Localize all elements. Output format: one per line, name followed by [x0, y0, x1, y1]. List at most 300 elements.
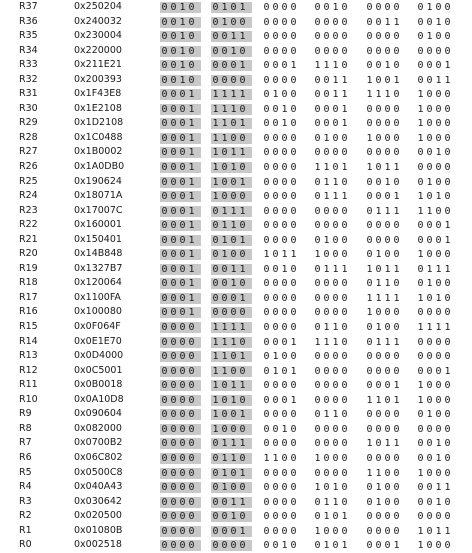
bit-value: 0	[290, 74, 297, 86]
bit-value: 1	[323, 191, 330, 203]
bit-value: 0	[417, 496, 424, 508]
bit-value: 0	[179, 496, 186, 508]
bit-value: 0	[341, 336, 348, 348]
bit-value: 0	[384, 2, 391, 13]
bit-value: 0	[384, 496, 391, 508]
bit-value: 0	[221, 60, 228, 72]
bit-value: 0	[417, 220, 424, 232]
bit-value: 0	[323, 16, 330, 28]
data-bit-group	[262, 118, 303, 129]
bit-value: 0	[272, 162, 279, 174]
data-bit-group	[262, 438, 303, 449]
bit-value: 1	[332, 74, 339, 86]
register-hex-value: 0x0E1E70	[74, 335, 122, 347]
bit-value: 0	[272, 234, 279, 246]
bit-value: 0	[263, 16, 270, 28]
bit-value: 0	[161, 322, 168, 334]
bit-value: 1	[332, 2, 339, 13]
data-bit-group	[416, 147, 457, 158]
bit-value: 0	[290, 162, 297, 174]
bit-value: 0	[179, 205, 186, 217]
bit-value: 0	[444, 2, 451, 13]
data-bit-group	[365, 235, 406, 246]
bit-value: 1	[332, 336, 339, 348]
bit-value: 0	[221, 511, 228, 523]
bit-value: 0	[263, 292, 270, 304]
register-name: R18	[19, 277, 38, 289]
register-row	[0, 233, 472, 248]
bit-value: 0	[341, 525, 348, 537]
bit-value: 1	[188, 162, 195, 174]
address-bit-group	[160, 278, 201, 289]
bit-value: 0	[341, 176, 348, 188]
bit-value: 0	[366, 118, 373, 130]
bit-value: 0	[272, 132, 279, 144]
bit-value: 0	[290, 380, 297, 392]
bit-value: 0	[375, 351, 382, 363]
address-bit-group	[211, 206, 252, 217]
bit-value: 1	[417, 249, 424, 261]
bit-value: 1	[384, 89, 391, 101]
bit-value: 0	[384, 74, 391, 86]
bit-value: 0	[161, 525, 168, 537]
bit-value: 0	[263, 263, 270, 275]
bit-value: 0	[161, 147, 168, 159]
bit-value: 0	[393, 467, 400, 479]
data-bit-group	[313, 337, 354, 348]
data-bit-group	[313, 395, 354, 406]
bit-value: 1	[426, 263, 433, 275]
bit-value: 1	[323, 322, 330, 334]
register-name: R26	[19, 161, 38, 173]
bit-value: 1	[332, 89, 339, 101]
register-name: R19	[19, 262, 38, 274]
bit-value: 0	[444, 423, 451, 435]
bit-value: 0	[263, 132, 270, 144]
data-bit-group	[262, 220, 303, 231]
bit-value: 1	[230, 278, 237, 290]
bit-value: 0	[230, 482, 237, 494]
bit-value: 1	[341, 89, 348, 101]
bit-value: 0	[281, 292, 288, 304]
bit-value: 1	[375, 249, 382, 261]
bit-value: 0	[170, 322, 177, 334]
bit-value: 0	[444, 452, 451, 464]
register-row	[0, 247, 472, 262]
address-bit-group	[211, 177, 252, 188]
data-bit-group	[313, 206, 354, 217]
bit-value: 0	[179, 118, 186, 130]
data-bit-group	[365, 511, 406, 522]
bit-value: 0	[179, 147, 186, 159]
bit-value: 0	[230, 60, 237, 72]
bit-value: 0	[212, 31, 219, 43]
bit-value: 0	[366, 365, 373, 377]
register-name: R14	[19, 335, 38, 347]
register-row	[0, 524, 472, 539]
data-bit-group	[365, 351, 406, 362]
bit-value: 0	[272, 249, 279, 261]
bit-value: 1	[341, 103, 348, 115]
data-bit-group	[416, 278, 457, 289]
bit-value: 0	[263, 322, 270, 334]
data-bit-group	[262, 75, 303, 86]
bit-value: 0	[323, 278, 330, 290]
bit-value: 0	[384, 380, 391, 392]
bit-value: 1	[323, 511, 330, 523]
data-bit-group	[313, 497, 354, 508]
bit-value: 0	[426, 60, 433, 72]
bit-value: 0	[393, 525, 400, 537]
bit-value: 0	[384, 103, 391, 115]
bit-value: 1	[263, 249, 270, 261]
data-bit-group	[313, 162, 354, 173]
data-bit-group	[416, 438, 457, 449]
bit-value: 0	[161, 496, 168, 508]
bit-value: 0	[281, 322, 288, 334]
data-bit-group	[313, 482, 354, 493]
bit-value: 1	[323, 60, 330, 72]
bit-value: 1	[393, 162, 400, 174]
register-name: R25	[19, 175, 38, 187]
bit-value: 1	[230, 103, 237, 115]
data-bit-group	[313, 2, 354, 13]
bit-value: 0	[161, 191, 168, 203]
bit-value: 0	[170, 336, 177, 348]
bit-value: 1	[332, 409, 339, 421]
data-bit-group	[416, 235, 457, 246]
bit-value: 0	[341, 322, 348, 334]
bit-value: 0	[230, 249, 237, 261]
bit-value: 0	[263, 147, 270, 159]
bit-value: 1	[281, 263, 288, 275]
bit-value: 0	[290, 132, 297, 144]
register-hex-value: 0x1D2108	[74, 117, 124, 129]
register-hex-value: 0x0D4000	[74, 350, 124, 362]
bit-value: 0	[384, 351, 391, 363]
address-bit-group	[211, 17, 252, 28]
data-bit-group	[313, 177, 354, 188]
register-hex-value: 0x0700B2	[74, 437, 123, 449]
bit-value: 1	[272, 89, 279, 101]
data-bit-group	[365, 278, 406, 289]
bit-value: 0	[221, 292, 228, 304]
bit-value: 0	[179, 292, 186, 304]
bit-value: 0	[341, 45, 348, 57]
bit-value: 1	[230, 162, 237, 174]
bit-value: 1	[435, 16, 442, 28]
bit-value: 1	[239, 322, 246, 334]
data-bit-group	[365, 497, 406, 508]
data-bit-group	[365, 526, 406, 537]
bit-value: 1	[375, 278, 382, 290]
address-bit-group	[211, 453, 252, 464]
data-bit-group	[313, 89, 354, 100]
bit-value: 0	[221, 278, 228, 290]
address-bit-group	[211, 133, 252, 144]
register-hex-value: 0x0B0018	[74, 379, 123, 391]
bit-value: 0	[170, 60, 177, 72]
bit-value: 0	[290, 307, 297, 319]
data-bit-group	[313, 293, 354, 304]
bit-value: 0	[366, 452, 373, 464]
address-bit-group	[211, 526, 252, 537]
bit-value: 0	[272, 292, 279, 304]
bit-value: 0	[366, 351, 373, 363]
bit-value: 0	[426, 540, 433, 552]
bit-value: 0	[230, 191, 237, 203]
register-name: R22	[19, 219, 38, 231]
bit-value: 1	[230, 394, 237, 406]
bit-value: 0	[426, 191, 433, 203]
bit-value: 0	[332, 162, 339, 174]
address-bit-group	[160, 482, 201, 493]
bit-value: 0	[435, 60, 442, 72]
bit-value: 0	[366, 249, 373, 261]
bit-value: 0	[341, 467, 348, 479]
bit-value: 0	[435, 132, 442, 144]
bit-value: 0	[239, 278, 246, 290]
data-bit-group	[365, 424, 406, 435]
bit-value: 0	[239, 511, 246, 523]
bit-value: 1	[188, 249, 195, 261]
bit-value: 0	[323, 74, 330, 86]
bit-value: 0	[272, 176, 279, 188]
bit-value: 0	[272, 322, 279, 334]
bit-value: 0	[332, 31, 339, 43]
address-bit-group	[160, 249, 201, 260]
bit-value: 0	[179, 249, 186, 261]
register-row	[0, 15, 472, 30]
bit-value: 0	[179, 511, 186, 523]
bit-value: 0	[417, 365, 424, 377]
bit-value: 1	[332, 496, 339, 508]
bit-value: 0	[417, 438, 424, 450]
data-bit-group	[365, 322, 406, 333]
data-bit-group	[416, 220, 457, 231]
bit-value: 0	[366, 60, 373, 72]
bit-value: 0	[444, 336, 451, 348]
bit-value: 0	[314, 89, 321, 101]
bit-value: 0	[393, 103, 400, 115]
bit-value: 0	[444, 351, 451, 363]
bit-value: 0	[375, 263, 382, 275]
bit-value: 0	[239, 103, 246, 115]
bit-value: 0	[212, 511, 219, 523]
bit-value: 0	[239, 365, 246, 377]
bit-value: 1	[435, 496, 442, 508]
bit-value: 1	[230, 511, 237, 523]
data-bit-group	[416, 46, 457, 57]
bit-value: 0	[239, 394, 246, 406]
bit-value: 0	[272, 103, 279, 115]
data-bit-group	[313, 540, 354, 551]
bit-value: 0	[366, 147, 373, 159]
bit-value: 0	[230, 292, 237, 304]
register-hex-value: 0x0A10D8	[74, 393, 124, 405]
bit-value: 1	[212, 147, 219, 159]
bit-value: 0	[263, 525, 270, 537]
bit-value: 0	[435, 205, 442, 217]
bit-value: 0	[170, 394, 177, 406]
bit-value: 0	[263, 89, 270, 101]
bit-value: 0	[435, 278, 442, 290]
bit-value: 0	[323, 394, 330, 406]
bit-value: 0	[435, 162, 442, 174]
bit-value: 0	[161, 307, 168, 319]
bit-value: 0	[188, 423, 195, 435]
data-bit-group	[262, 60, 303, 71]
data-bit-group	[313, 264, 354, 275]
bit-value: 0	[188, 31, 195, 43]
bit-value: 0	[212, 467, 219, 479]
bit-value: 1	[435, 191, 442, 203]
bit-value: 0	[417, 452, 424, 464]
bit-value: 0	[435, 409, 442, 421]
bit-value: 0	[426, 74, 433, 86]
register-row	[0, 538, 472, 553]
register-row	[0, 276, 472, 291]
bit-value: 0	[281, 307, 288, 319]
data-bit-group	[365, 220, 406, 231]
register-hex-value: 0x1A0DB0	[74, 161, 125, 173]
data-bit-group	[262, 177, 303, 188]
bit-value: 0	[272, 2, 279, 13]
data-bit-group	[365, 89, 406, 100]
register-hex-value: 0x090604	[74, 408, 122, 420]
bit-value: 0	[384, 467, 391, 479]
bit-value: 1	[417, 380, 424, 392]
bit-value: 0	[239, 45, 246, 57]
bit-value: 0	[384, 322, 391, 334]
bit-value: 1	[332, 263, 339, 275]
bit-value: 1	[221, 103, 228, 115]
bit-value: 0	[188, 409, 195, 421]
bit-value: 1	[323, 132, 330, 144]
bit-value: 0	[188, 380, 195, 392]
bit-value: 0	[179, 365, 186, 377]
data-bit-group	[416, 526, 457, 537]
bit-value: 0	[393, 132, 400, 144]
data-bit-group	[365, 177, 406, 188]
bit-value: 1	[221, 351, 228, 363]
bit-value: 0	[272, 16, 279, 28]
bit-value: 0	[332, 16, 339, 28]
data-bit-group	[313, 424, 354, 435]
bit-value: 0	[170, 452, 177, 464]
address-bit-group	[211, 540, 252, 551]
bit-value: 0	[426, 394, 433, 406]
data-bit-group	[416, 177, 457, 188]
data-bit-group	[365, 395, 406, 406]
bit-value: 1	[212, 336, 219, 348]
bit-value: 0	[375, 176, 382, 188]
bit-value: 1	[375, 496, 382, 508]
address-bit-group	[160, 220, 201, 231]
bit-value: 1	[384, 263, 391, 275]
bit-value: 0	[263, 467, 270, 479]
register-name: R16	[19, 306, 38, 318]
bit-value: 1	[323, 263, 330, 275]
register-hex-value: 0x150401	[74, 233, 122, 245]
bit-value: 0	[161, 89, 168, 101]
bit-value: 0	[366, 234, 373, 246]
bit-value: 0	[161, 438, 168, 450]
bit-value: 0	[290, 482, 297, 494]
bit-value: 0	[221, 409, 228, 421]
bit-value: 1	[179, 16, 186, 28]
register-name: R15	[19, 321, 38, 333]
bit-value: 0	[290, 234, 297, 246]
bit-value: 1	[435, 263, 442, 275]
bit-value: 0	[212, 205, 219, 217]
bit-value: 1	[417, 467, 424, 479]
bit-value: 0	[375, 540, 382, 552]
bit-value: 1	[444, 365, 451, 377]
data-bit-group	[262, 89, 303, 100]
bit-value: 1	[239, 467, 246, 479]
bit-value: 0	[179, 525, 186, 537]
bit-value: 1	[375, 322, 382, 334]
data-bit-group	[313, 60, 354, 71]
bit-value: 1	[272, 365, 279, 377]
bit-value: 1	[230, 380, 237, 392]
data-bit-group	[262, 526, 303, 537]
address-bit-group	[211, 46, 252, 57]
data-bit-group	[262, 293, 303, 304]
bit-value: 0	[375, 409, 382, 421]
register-name: R6	[19, 451, 32, 463]
bit-value: 0	[170, 409, 177, 421]
bit-value: 1	[212, 380, 219, 392]
data-bit-group	[262, 162, 303, 173]
bit-value: 0	[161, 467, 168, 479]
bit-value: 0	[435, 540, 442, 552]
address-bit-group	[160, 191, 201, 202]
bit-value: 0	[263, 307, 270, 319]
bit-value: 0	[426, 234, 433, 246]
bit-value: 0	[341, 220, 348, 232]
bit-value: 1	[375, 205, 382, 217]
bit-value: 0	[230, 118, 237, 130]
bit-value: 1	[417, 205, 424, 217]
data-bit-group	[365, 249, 406, 260]
address-bit-group	[211, 104, 252, 115]
address-bit-group	[211, 497, 252, 508]
data-bit-group	[365, 17, 406, 28]
bit-value: 0	[281, 234, 288, 246]
bit-value: 0	[281, 511, 288, 523]
bit-value: 1	[444, 322, 451, 334]
bit-value: 0	[263, 220, 270, 232]
bit-value: 0	[393, 31, 400, 43]
bit-value: 0	[314, 423, 321, 435]
bit-value: 0	[212, 540, 219, 552]
bit-value: 0	[323, 147, 330, 159]
bit-value: 0	[290, 45, 297, 57]
bit-value: 0	[332, 467, 339, 479]
data-bit-group	[262, 380, 303, 391]
bit-value: 0	[314, 278, 321, 290]
data-bit-group	[313, 307, 354, 318]
bit-value: 0	[426, 89, 433, 101]
register-name: R9	[19, 408, 32, 420]
bit-value: 0	[435, 336, 442, 348]
bit-value: 0	[263, 2, 270, 13]
register-name: R27	[19, 146, 38, 158]
bit-value: 0	[188, 60, 195, 72]
bit-value: 0	[161, 423, 168, 435]
